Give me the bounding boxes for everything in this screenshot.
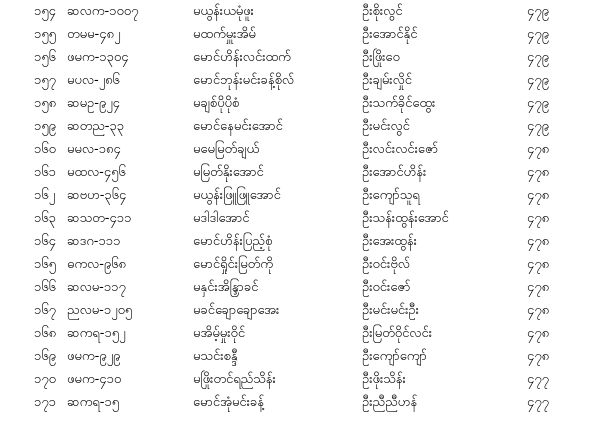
- father-name: ဦးဝင်းဇော်: [362, 280, 411, 295]
- table-row: [0, 368, 615, 391]
- student-name: မဒါဒါအောင်: [193, 211, 250, 226]
- father-name: ဦးမင်းလွင်: [362, 119, 410, 134]
- father-name: ဦးအေးထွန်း: [362, 234, 417, 249]
- roll-number: ဖမက-၉၂၉: [67, 349, 121, 364]
- table-row: [0, 276, 615, 299]
- total-marks: ၄၇၉: [527, 4, 549, 19]
- table-row: [0, 115, 615, 138]
- total-marks: ၄၇၈: [527, 142, 550, 157]
- total-marks: ၄၇၈: [527, 349, 550, 364]
- father-name: ဦးဖိုးသိန်း: [362, 372, 406, 387]
- roll-number: ဆကရ-၁၅၂: [67, 326, 126, 341]
- father-name: ဦးမြတ်ဝိုင်လင်း: [362, 326, 432, 341]
- row-number: ၁၇၁: [34, 395, 56, 410]
- student-name: မခင်ချောချောအေး: [193, 303, 280, 318]
- student-name: မောင်ဟိန်းလင်းထက်: [193, 50, 291, 65]
- row-number: ၁၆၁: [34, 165, 56, 180]
- row-number: ၁၆၃: [34, 211, 56, 226]
- roll-number: ဓကလ-၉၆၈: [67, 257, 126, 272]
- father-name: ဦးအောင်ဟိန်း: [362, 165, 427, 180]
- student-name: မောင်အုံမင်းခန့်: [193, 395, 264, 410]
- student-name: မမေမြတ်ချယ်: [193, 142, 260, 157]
- table-row: [0, 345, 615, 368]
- table-row: [0, 92, 615, 115]
- roll-number: ဆဒဂ-၁၁၁: [67, 234, 121, 249]
- student-name: မောင်ဘုန်းမင်းခန့်စိုလ်: [193, 73, 295, 88]
- row-number: ၁၆၇: [34, 303, 56, 318]
- total-marks: ၄၇၈: [527, 165, 550, 180]
- table-row: [0, 184, 615, 207]
- table-row: [0, 207, 615, 230]
- roll-number: ဖမက-၄၁၀: [67, 372, 122, 387]
- row-number: ၁၆၅: [34, 257, 56, 272]
- row-number: ၁၆၉: [34, 349, 56, 364]
- father-name: ဦးကျော်ကျော်: [362, 349, 427, 364]
- table-row: [0, 299, 615, 322]
- total-marks: ၄၇၉: [527, 27, 549, 42]
- row-number: ၁၅၆: [34, 50, 56, 65]
- total-marks: ၄၇၈: [527, 326, 550, 341]
- table-row: [0, 322, 615, 345]
- total-marks: ၄၇၈: [527, 234, 550, 249]
- total-marks: ၄၇၈: [527, 280, 550, 295]
- total-marks: ၄၇၈: [527, 257, 550, 272]
- roll-number: ဆသတ-၄၁၁: [67, 211, 132, 226]
- father-name: ဦးချမ်းလှိုင်: [362, 73, 413, 88]
- student-name: မောင်နေမင်းအောင်: [193, 119, 283, 134]
- total-marks: ၄၇၈: [527, 211, 550, 226]
- row-number: ၁၆၄: [34, 234, 56, 249]
- roll-number: မထလ-၄၅၆: [67, 165, 126, 180]
- student-name: မနှင်းအိန္ဒြာခင်: [193, 280, 259, 295]
- total-marks: ၄၇၈: [527, 188, 550, 203]
- total-marks: ၄၇၇: [527, 395, 549, 410]
- total-marks: ၄၇၉: [527, 73, 549, 88]
- table-row: [0, 230, 615, 253]
- total-marks: ၄၇၉: [527, 96, 549, 111]
- father-name: ဦးညီညီဟန်: [362, 395, 418, 410]
- roll-number: ဆလက-၁၀၀၇: [67, 4, 139, 19]
- roll-number: ဆမဥ-၉၂၄: [67, 96, 120, 111]
- row-number: ၁၅၇: [34, 73, 56, 88]
- father-name: ဦးကျော်သူရ: [362, 188, 420, 203]
- student-name: မယွန်းဖြူဖြူအောင်: [193, 188, 281, 203]
- father-name: ဦးလင်းလင်းဇော်: [362, 142, 439, 157]
- total-marks: ၄၇၈: [527, 303, 550, 318]
- table-row: [0, 0, 615, 23]
- row-number: ၁၅၉: [34, 119, 56, 134]
- table-row: [0, 46, 615, 69]
- father-name: ဦးဖြိုးဝေ: [362, 50, 400, 65]
- roll-number: ညလမ-၁၂၀၅: [67, 303, 133, 318]
- table-row: [0, 138, 615, 161]
- roll-number: မမလ-၁၈၄: [67, 142, 121, 157]
- student-name: မယွန်းယမုံဖူး: [193, 4, 254, 19]
- row-number: ၁၆၆: [34, 280, 56, 295]
- roll-number: တမမ-၄၈၂: [67, 27, 121, 42]
- roll-number: မပလ-၂၈၆: [67, 73, 120, 88]
- table-row: [0, 161, 615, 184]
- student-name: မဖြိုးတင်ရည်သိန်း: [193, 372, 276, 387]
- total-marks: ၄၇၇: [527, 372, 549, 387]
- row-number: ၁၆၈: [34, 326, 57, 341]
- roll-number: ဆကရ-၁၅: [67, 395, 120, 410]
- father-name: ဦးအောင်နိုင်: [362, 27, 418, 42]
- student-name: မောင်ဟိန်းပြည့်စုံ: [193, 234, 273, 249]
- student-name: မမြတ်နိုးအောင်: [193, 165, 264, 180]
- table-row: [0, 23, 615, 46]
- father-name: ဦးစိုးလွင်: [362, 4, 403, 19]
- row-number: ၁၆၀: [34, 142, 56, 157]
- row-number: ၁၅၅: [34, 27, 56, 42]
- father-name: ဦးမင်းမင်းဦး: [362, 303, 419, 318]
- total-marks: ၄၇၉: [527, 119, 549, 134]
- table-row: [0, 253, 615, 276]
- student-name: မောင်ရှိုင်းမြတ်ကို: [193, 257, 274, 272]
- roll-number: ဆတည-၃၃: [67, 119, 125, 134]
- father-name: ဦးသက်ခိုင်ထွေး: [362, 96, 436, 111]
- row-number: ၁၆၂: [34, 188, 56, 203]
- student-name: မထက်မှူးအိမ်: [193, 27, 256, 42]
- row-number: ၁၅၈: [34, 96, 57, 111]
- total-marks: ၄၇၉: [527, 50, 549, 65]
- row-number: ၁၇၀: [34, 372, 56, 387]
- father-name: ဦးဝင်းဗိုလ်: [362, 257, 410, 272]
- table-row: [0, 391, 615, 414]
- roll-number: ဖမက-၁၃၀၄: [67, 50, 129, 65]
- row-number: ၁၅၄: [34, 4, 56, 19]
- father-name: ဦးသန်းထွန်းအောင်: [362, 211, 449, 226]
- roll-number: ဆလမ-၁၁၇: [67, 280, 126, 295]
- student-name: မအိမ့်မှုးဝိုင်: [193, 326, 246, 341]
- roll-number: ဆဗဟ-၃၆၄: [67, 188, 127, 203]
- student-name: မချစ်ပိုပိုစံ: [193, 96, 240, 111]
- student-name: မသင်းစန္ဒီ: [193, 349, 238, 364]
- table-row: [0, 69, 615, 92]
